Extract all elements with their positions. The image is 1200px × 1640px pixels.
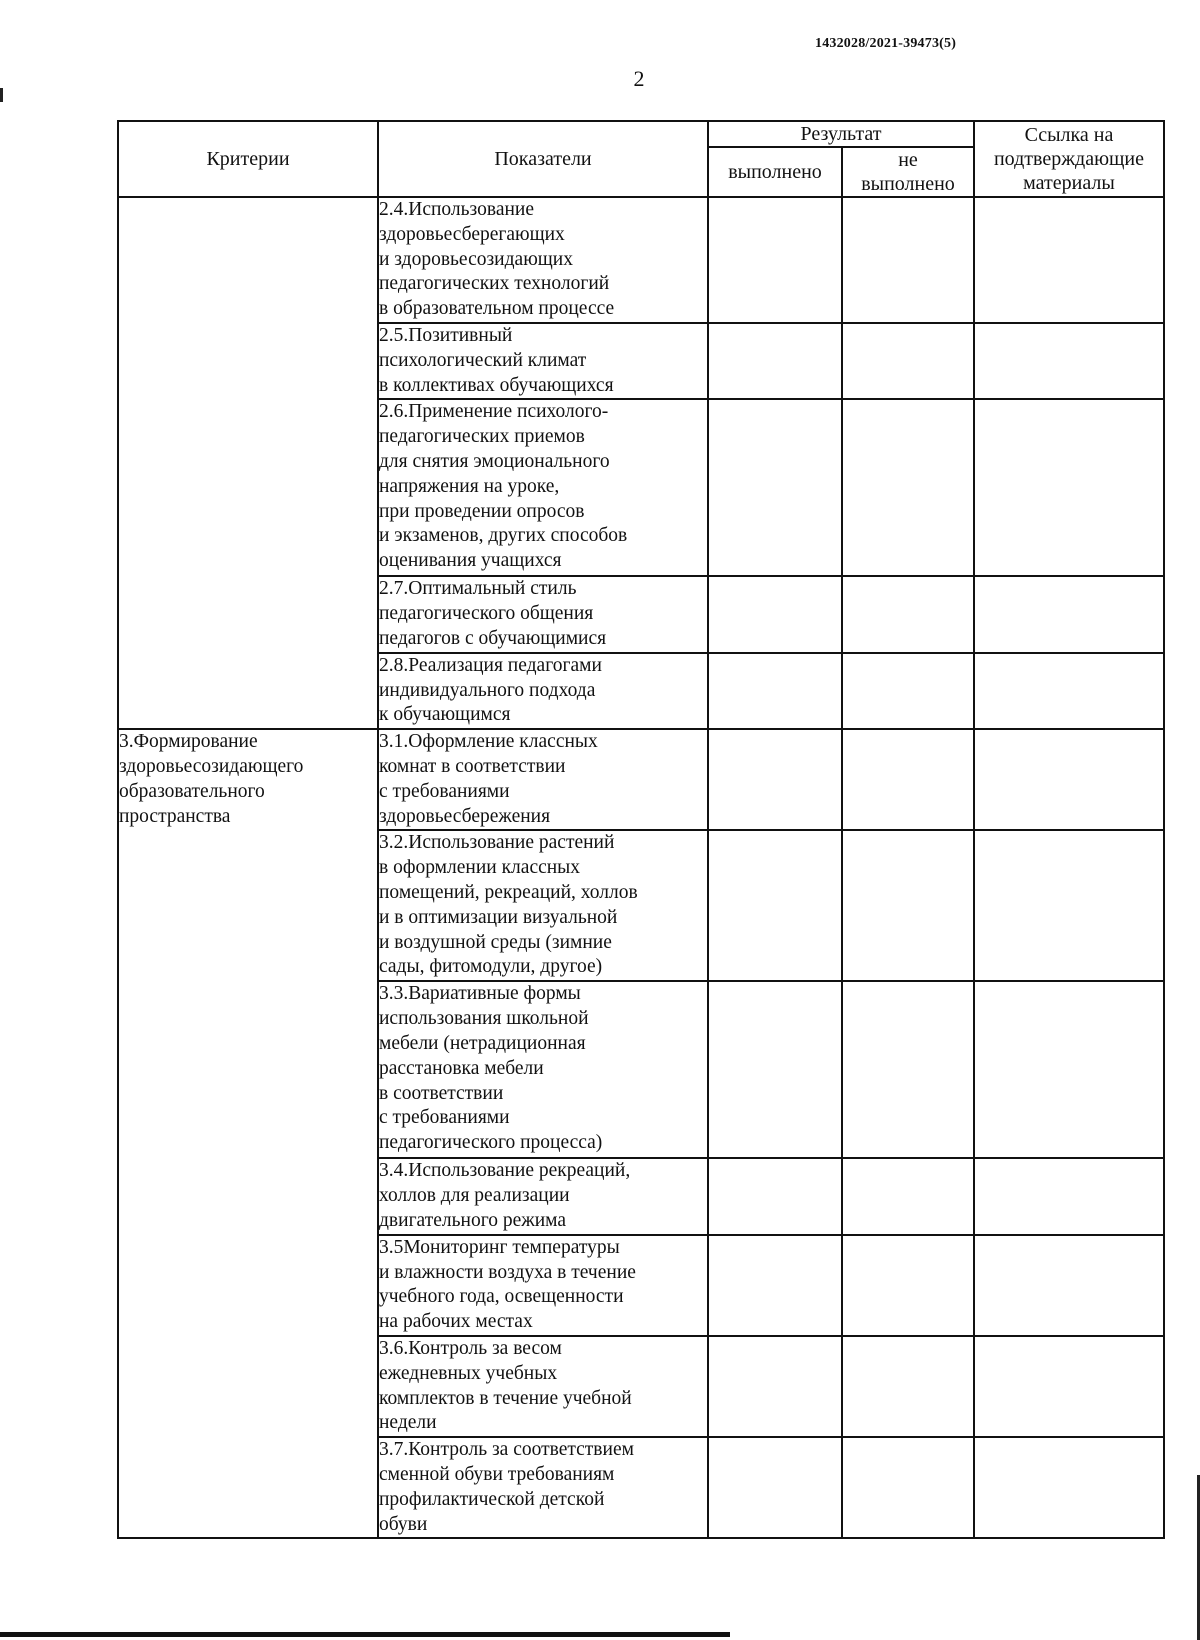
indicator-text: педагогического общения [379,603,594,625]
indicator-text: индивидуального подхода [379,679,596,701]
header-not-done: не выполнено [842,147,974,197]
indicator-text: в коллективах обучающихся [379,374,614,396]
indicator-text: 3.5Мониторинг температуры [379,1236,620,1258]
indicator-text: в образовательном процессе [379,298,615,320]
indicator-text: педагогических технологий [379,273,610,295]
done-cell[interactable] [708,830,842,981]
indicator-text: психологический климат [379,349,587,371]
indicator-text: 2.4.Использование [379,199,535,220]
done-cell[interactable] [708,1336,842,1437]
indicator-text: сады, фитомодули, другое) [379,956,603,978]
indicator-cell [378,1336,708,1437]
not-done-cell[interactable] [842,1158,974,1234]
indicator-text: и воздушной среды (зимние [379,931,612,953]
indicator-text: напряжения на уроке, [379,475,560,497]
indicator-text: с требованиями [379,1107,510,1129]
not-done-cell[interactable] [842,1336,974,1437]
done-cell[interactable] [708,399,842,576]
indicator-cell [378,323,708,399]
indicator-text: в оформлении классных [379,857,581,879]
indicator-text: мебели (нетрадиционная [379,1032,586,1054]
done-cell[interactable] [708,981,842,1158]
indicator-text: здоровьесберегающих [379,223,565,245]
table-row [118,729,1164,830]
indicator-cell [378,830,708,981]
not-done-cell[interactable] [842,576,974,652]
done-cell[interactable] [708,1437,842,1538]
indicator-text: недели [379,1412,437,1434]
indicator-text: помещений, рекреаций, холлов [379,881,638,903]
table-body [118,197,1164,1538]
link-cell[interactable] [974,1336,1164,1437]
done-cell[interactable] [708,653,842,729]
criteria-text: 3.Формирование [119,731,258,753]
not-done-cell[interactable] [842,1437,974,1538]
header-indicators: Показатели [378,121,708,197]
indicator-text: для снятия эмоционального [379,450,610,472]
indicator-cell [378,1235,708,1336]
indicator-text: учебного года, освещенности [379,1286,624,1308]
header-result: Результат [708,121,974,147]
indicator-text: на рабочих местах [379,1311,533,1333]
indicator-text: сменной обуви требованиям [379,1463,615,1485]
link-cell[interactable] [974,1235,1164,1336]
indicator-text: 3.6.Контроль за весом [379,1337,562,1359]
not-done-cell[interactable] [842,729,974,830]
indicator-text: расстановка мебели [379,1057,544,1079]
criteria-text: образовательного [119,780,265,802]
link-cell[interactable] [974,399,1164,576]
indicator-text: и в оптимизации визуальной [379,906,618,928]
indicator-text: использования школьной [379,1008,589,1030]
not-done-cell[interactable] [842,830,974,981]
page-number: 2 [633,66,645,91]
indicator-text: оценивания учащихся [379,550,562,572]
indicator-text: педагогов с обучающимися [379,627,607,649]
done-cell[interactable] [708,729,842,830]
criteria-table [117,120,1165,1539]
indicator-text: двигательного режима [379,1209,567,1231]
indicator-text: 3.1.Оформление классных [379,731,598,753]
link-cell[interactable] [974,653,1164,729]
done-cell[interactable] [708,1158,842,1234]
indicator-text: профилактической детской [379,1488,605,1510]
indicator-text: 3.4.Использование рекреаций, [379,1160,631,1182]
criteria-cell [118,729,378,1538]
indicator-cell [378,576,708,652]
indicator-cell [378,729,708,830]
indicator-text: в соответствии [379,1082,504,1104]
indicator-text: комнат в соответствии [379,755,566,777]
indicator-cell [378,1437,708,1538]
table-row [118,197,1164,323]
indicator-cell [378,399,708,576]
indicator-text: 2.6.Применение психолого- [379,401,609,423]
header-done: выполнено [708,147,842,197]
done-cell[interactable] [708,323,842,399]
criteria-text: пространства [119,805,231,827]
link-cell[interactable] [974,197,1164,323]
indicator-cell [378,1158,708,1234]
indicator-text: педагогического процесса) [379,1132,603,1154]
indicator-text: комплектов в течение учебной [379,1387,632,1409]
not-done-cell[interactable] [842,323,974,399]
link-cell[interactable] [974,576,1164,652]
indicator-text: педагогических приемов [379,426,585,448]
header-criteria: Критерии [118,121,378,197]
indicator-cell [378,653,708,729]
done-cell[interactable] [708,1235,842,1336]
indicator-text: к обучающимся [379,704,511,726]
indicator-text: 2.7.Оптимальный стиль [379,578,577,600]
indicator-cell [378,981,708,1158]
link-cell[interactable] [974,323,1164,399]
not-done-cell[interactable] [842,399,974,576]
header-link: Ссылка на подтверждающие материалы [974,121,1164,197]
indicator-text: и экзаменов, других способов [379,525,628,547]
indicator-text: 3.3.Вариативные формы [379,983,581,1005]
link-cell[interactable] [974,981,1164,1158]
indicator-text: и здоровьесозидающих [379,248,573,270]
indicator-text: 3.7.Контроль за соответствием [379,1439,634,1461]
indicator-text: 2.5.Позитивный [379,324,513,346]
indicator-text: 3.2.Использование растений [379,832,615,854]
indicator-text: холлов для реализации [379,1185,570,1207]
indicator-text: ежедневных учебных [379,1362,558,1384]
link-cell[interactable] [974,1437,1164,1538]
indicator-cell [378,197,708,323]
not-done-cell[interactable] [842,981,974,1158]
link-cell[interactable] [974,830,1164,981]
document-id: 1432028/2021-39473(5) [815,36,957,51]
indicator-text: при проведении опросов [379,500,585,522]
not-done-cell[interactable] [842,653,974,729]
footer-rule [0,1632,730,1637]
indicator-text: и влажности воздуха в течение [379,1261,636,1283]
link-cell[interactable] [974,1158,1164,1234]
not-done-cell[interactable] [842,197,974,323]
criteria-text: здоровьесозидающего [119,755,304,777]
indicator-text: здоровьесбережения [379,805,551,827]
link-cell[interactable] [974,729,1164,830]
criteria-cell [118,197,378,729]
indicator-text: 2.8.Реализация педагогами [379,654,602,676]
not-done-cell[interactable] [842,1235,974,1336]
indicator-text: обуви [379,1513,428,1535]
done-cell[interactable] [708,576,842,652]
indicator-text: с требованиями [379,780,510,802]
done-cell[interactable] [708,197,842,323]
